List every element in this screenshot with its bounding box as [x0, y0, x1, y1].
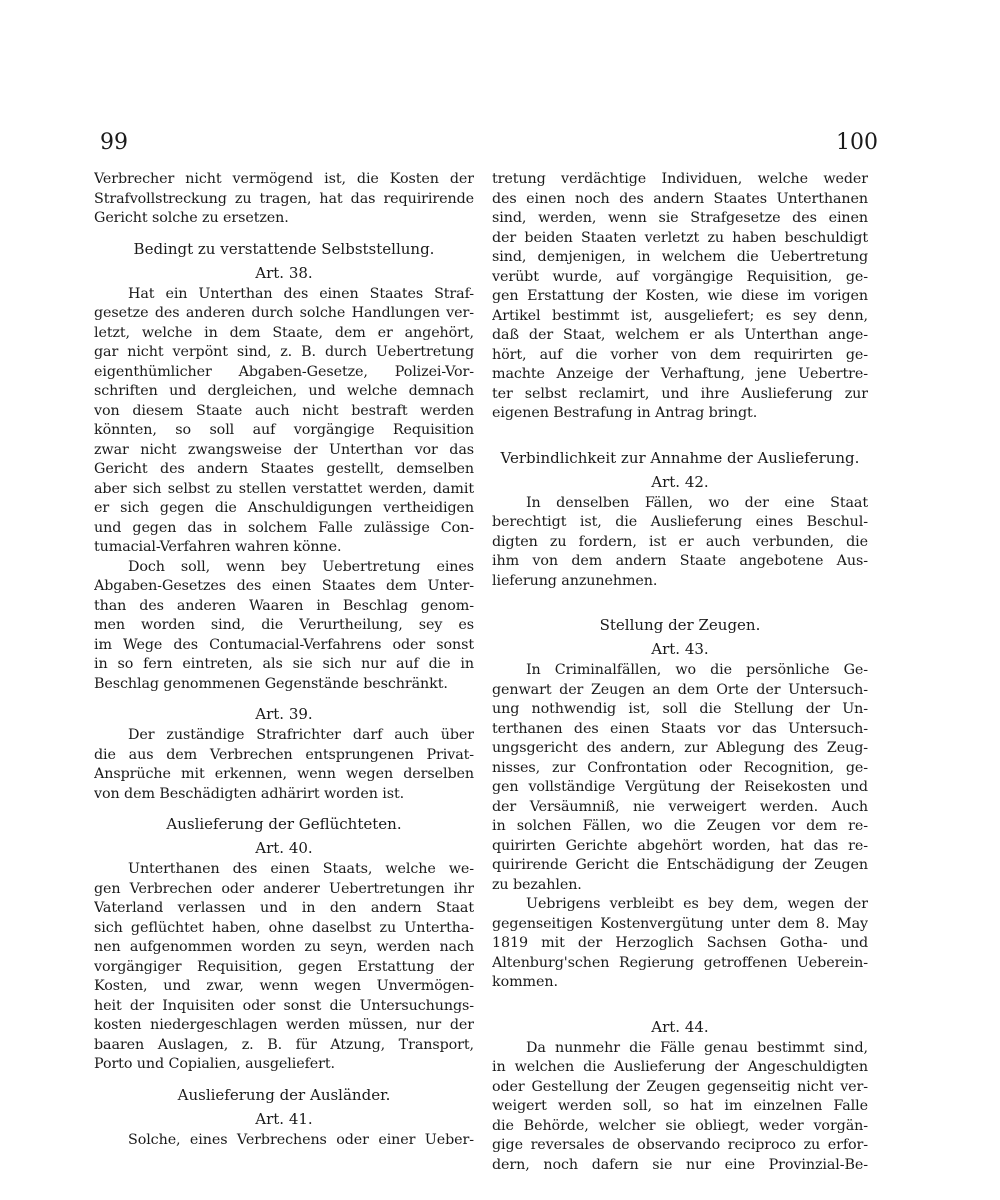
text-line: gegenseitigen Kostenvergütung unter dem 8. May — [492, 915, 868, 932]
section-heading: Verbindlichkeit zur Annahme der Auslieferung. — [500, 448, 860, 467]
article-number: Art. 41. — [255, 1109, 313, 1128]
text-line: kommen. — [492, 974, 558, 990]
text-line: Vaterland verlassen und in den andern Staat — [94, 900, 474, 916]
page-number-left: 99 — [100, 130, 128, 155]
text-line: Gericht des andern Staates gestellt, demselben — [94, 461, 474, 477]
text-line: gige reversales de observando reciproco zu erfor- — [492, 1137, 868, 1153]
text-line: zu bezahlen. — [492, 876, 582, 893]
text-line: Beschlag genommenen Gegenstände beschränkt. — [94, 675, 448, 692]
text-line: quirirende Gericht die Entschädigung der Zeugen — [492, 857, 868, 873]
text-line: digten zu fordern, ist er auch verbunden, die — [492, 533, 868, 550]
paragraph-art-41-cont — [492, 170, 868, 424]
text-line: weigert werden soll, so hat im einzelnen Falle — [492, 1098, 868, 1114]
article-number: Art. 39. — [255, 705, 313, 723]
text-line: terthanen des einen Staats vor das Untersuch- — [492, 720, 868, 737]
text-line: Altenburg'schen Regierung getroffenen Ueberein- — [492, 954, 868, 971]
text-line: ihm von dem andern Staate angebotene Aus- — [492, 553, 868, 569]
text-line: letzt, welche in dem Staate, dem er angehört, — [94, 324, 474, 341]
text-line: quirirten Gerichte abgehört worden, hat das re- — [492, 837, 868, 854]
text-line: tumacial-Verfahren wahren könne. — [94, 539, 342, 555]
text-line: Solche, eines Verbrechens oder einer Ueber- — [128, 1131, 474, 1148]
section-heading: Auslieferung der Geflüchteten. — [166, 815, 402, 833]
text-line: Uebrigens verbleibt es bey dem, wegen der — [526, 896, 868, 912]
text-line: in solchen Fällen, wo die Zeugen vor dem re- — [492, 818, 868, 834]
text-line: er sich gegen die Anschuldigungen vertheidigen — [94, 500, 474, 516]
text-line: 1819 mit der Herzoglich Sachsen Gotha- und — [492, 935, 868, 951]
article-number: Art. 38. — [255, 263, 313, 282]
text-line: heit der Inquisiten oder sonst die Untersuchungs- — [94, 997, 474, 1014]
text-line: Ansprüche mit erkennen, wenn wegen derselben — [94, 766, 474, 782]
text-line: machte Anzeige der Verhaftung, jene Uebertre- — [492, 366, 868, 382]
text-line: gen Erstattung der Kosten, wie diese im vorigen — [492, 288, 868, 304]
text-line: in so fern eintreten, als sie sich nur auf die in — [94, 656, 474, 672]
article-number: Art. 44. — [651, 1017, 709, 1036]
paragraph-art-40 — [94, 860, 474, 1075]
text-line: eigenen Bestrafung in Antrag bringt. — [492, 405, 758, 421]
text-line: ter selbst reclamirt, und ihre Auslieferung zur — [492, 385, 868, 402]
page-number-right: 100 — [836, 130, 878, 155]
text-line: Artikel bestimmt ist, ausgeliefert; es sey denn, — [492, 307, 868, 324]
text-line: Verbrecher nicht vermögend ist, die Kosten der — [94, 171, 474, 187]
text-line: gen vollständige Vergütung der Reisekosten und — [492, 779, 868, 795]
text-line: genwart der Zeugen an dem Orte der Untersuch- — [492, 681, 868, 698]
text-line: oder Gestellung der Zeugen gegenseitig nicht ver- — [492, 1078, 868, 1095]
paragraph-art-43-uebrigens — [492, 895, 868, 993]
text-line: eigenthümlicher Abgaben-Gesetze, Polizei-Vor- — [94, 363, 474, 380]
text-line: In denselben Fällen, wo der eine Staat — [526, 494, 868, 511]
section-heading: Bedingt zu verstattende Selbststellung. — [133, 239, 435, 258]
paragraph-art-41 — [94, 1131, 474, 1151]
text-line: von dem Beschädigten adhärirt worden ist. — [94, 785, 405, 802]
text-line: gesetze des anderen durch solche Handlungen ver- — [94, 305, 474, 321]
text-line: sind, werden, wenn sie Strafgesetze des einen — [492, 210, 868, 226]
paragraph-intro — [94, 170, 474, 229]
text-line: Der zuständige Strafrichter darf auch über — [128, 727, 474, 743]
text-line: könnten, so soll auf vorgängige Requisition — [94, 422, 474, 438]
text-line: kosten niedergeschlagen werden müssen, nur der — [94, 1017, 474, 1033]
text-line: in welchen die Auslieferung der Angeschuldigten — [492, 1059, 868, 1075]
text-line: schriften und dergleichen, und welche demnach — [94, 383, 474, 399]
text-line: verübt wurde, auf vorgängige Requisition, ge- — [492, 268, 868, 285]
text-line: aber sich selbst zu stellen verstattet werden, damit — [94, 480, 474, 497]
paragraph-art-39 — [94, 726, 474, 804]
text-line: Hat ein Unterthan des einen Staates Straf- — [128, 285, 474, 302]
paragraph-art-38-doch — [94, 558, 474, 695]
text-line: tretung verdächtige Individuen, welche weder — [492, 171, 868, 187]
paragraph-art-43 — [492, 661, 868, 895]
text-line: In Criminalfällen, wo die persönliche Ge- — [526, 662, 868, 678]
text-line: berechtigt ist, die Auslieferung eines Beschul- — [492, 514, 868, 530]
text-line: der Versäumniß, nie verweigert werden. Auch — [492, 798, 868, 815]
text-line: die aus dem Verbrechen entsprungenen Privat- — [94, 746, 474, 763]
text-line: sich geflüchtet haben, ohne daselbst zu Untertha- — [94, 919, 474, 936]
text-line: zwar nicht zwangsweise der Unterthan vor das — [94, 441, 474, 458]
left-column — [94, 170, 474, 1150]
article-number: Art. 43. — [651, 640, 709, 658]
section-heading: Auslieferung der Ausländer. — [177, 1085, 391, 1104]
text-line: lieferung anzunehmen. — [492, 572, 658, 589]
text-line: von diesem Staate auch nicht bestraft werden — [94, 402, 474, 419]
paragraph-art-44 — [492, 1039, 868, 1176]
section-heading: Stellung der Zeugen. — [599, 616, 761, 634]
text-line: Porto und Copialien, ausgeliefert. — [94, 1056, 335, 1072]
text-line: gar nicht verpönt sind, z. B. durch Uebertretung — [94, 344, 474, 360]
text-line: Abgaben-Gesetzes des einen Staates dem Unter- — [94, 578, 474, 594]
text-line: men worden sind, die Verurtheilung, sey es — [94, 617, 474, 633]
text-line: than des anderen Waaren in Beschlag genom- — [94, 597, 474, 614]
text-line: Gericht solche zu ersetzen. — [94, 210, 289, 226]
text-line: daß der Staat, welchem er als Unterthan ange- — [492, 327, 868, 343]
text-line: dern, noch dafern sie nur eine Provinzial-Be- — [492, 1156, 868, 1173]
paragraph-art-42 — [492, 494, 868, 592]
text-line: Strafvollstreckung zu tragen, hat das requirirende — [94, 190, 474, 207]
text-line: Da nunmehr die Fälle genau bestimmt sind, — [526, 1039, 868, 1056]
text-line: ungsgericht des andern, zur Ablegung des Zeug- — [492, 740, 868, 756]
text-line: sind, demjenigen, in welchem die Uebertretung — [492, 249, 868, 265]
article-number: Art. 42. — [651, 472, 709, 491]
text-line: Kosten, und zwar, wenn wegen Unvermögen- — [94, 978, 474, 994]
text-line: und gegen das in solchem Falle zulässige Con- — [94, 519, 474, 536]
text-line: die Behörde, welcher sie obliegt, weder vorgän- — [492, 1117, 868, 1134]
text-line: nisses, zur Confrontation oder Recognition, ge- — [492, 759, 868, 776]
text-line: hört, auf die vorher von dem requirirten ge- — [492, 346, 868, 363]
text-line: der beiden Staaten verletzt zu haben beschuldigt — [492, 229, 868, 246]
text-line: ung nothwendig ist, soll die Stellung der Un- — [492, 701, 868, 717]
text-line: des einen noch des andern Staates Unterthanen — [492, 190, 868, 207]
right-column — [492, 170, 868, 1175]
text-line: Doch soll, wenn bey Uebertretung eines — [128, 558, 474, 575]
text-line: gen Verbrechen oder anderer Uebertretungen ihr — [94, 880, 474, 897]
text-line: vorgängiger Requisition, gegen Erstattung der — [94, 958, 474, 975]
article-number: Art. 40. — [255, 839, 313, 857]
paragraph-art-38 — [94, 285, 474, 558]
text-line: baaren Auslagen, z. B. für Atzung, Transport, — [94, 1036, 474, 1053]
text-line: im Wege des Contumacial-Verfahrens oder sonst — [94, 636, 474, 653]
text-line: Unterthanen des einen Staats, welche we- — [128, 861, 474, 877]
text-line: nen aufgenommen worden zu seyn, werden nach — [94, 939, 474, 955]
